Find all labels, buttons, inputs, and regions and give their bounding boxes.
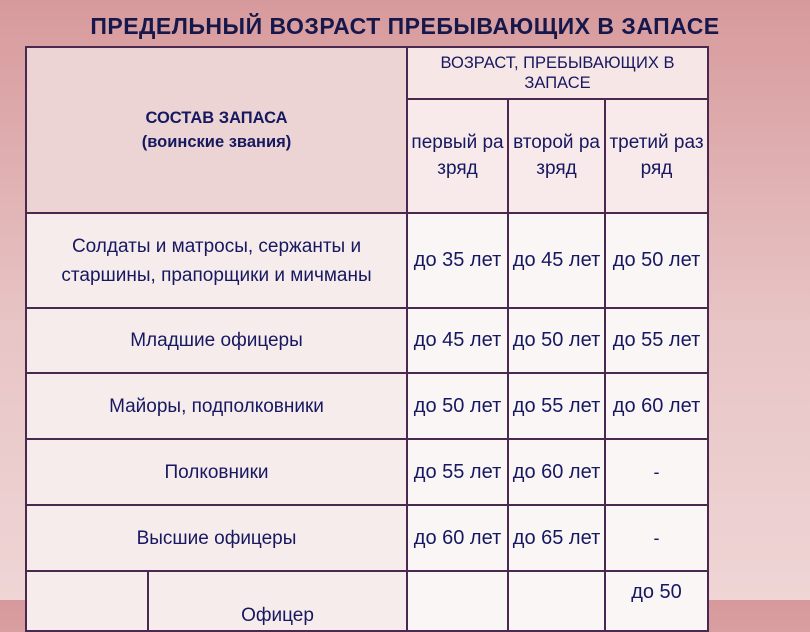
page-title: ПРЕДЕЛЬНЫЙ ВОЗРАСТ ПРЕБЫВАЮЩИХ В ЗАПАСЕ bbox=[90, 13, 720, 39]
value-cell: до 55 лет bbox=[605, 308, 708, 373]
table-row bbox=[26, 308, 708, 373]
header-category-second: второй разряд bbox=[508, 99, 605, 213]
rank-cell bbox=[148, 571, 407, 631]
value-cell: - bbox=[605, 505, 708, 571]
rank-fragment: Офицер bbox=[241, 605, 314, 626]
header-composition-subtitle: (воинские звания) bbox=[141, 133, 292, 151]
rank-cell: Солдаты и матросы, сержанты и старшины, прапорщики и мичманы bbox=[26, 213, 407, 308]
header-composition bbox=[26, 47, 407, 213]
value-cell: до 60 лет bbox=[605, 373, 708, 439]
value-cell: до 35 лет bbox=[407, 213, 508, 308]
rank-cell: Высшие офицеры bbox=[26, 505, 407, 571]
value-cell: до 45 лет bbox=[508, 213, 605, 308]
header-category-third: третий разряд bbox=[605, 99, 708, 213]
header-composition-title: СОСТАВ ЗАПАСА bbox=[145, 109, 288, 127]
table-row bbox=[26, 213, 708, 308]
value-cell: до 50 bbox=[605, 571, 708, 631]
value-cell: до 60 лет bbox=[407, 505, 508, 571]
value-cell bbox=[407, 571, 508, 631]
value-cell: до 55 лет bbox=[407, 439, 508, 505]
value-cell: - bbox=[605, 439, 708, 505]
table-row bbox=[26, 505, 708, 571]
table-row bbox=[26, 439, 708, 505]
value-cell: до 50 лет bbox=[605, 213, 708, 308]
value-cell: до 55 лет bbox=[508, 373, 605, 439]
rank-cell: Младшие офицеры bbox=[26, 308, 407, 373]
reserve-age-table bbox=[25, 46, 709, 632]
value-cell: до 45 лет bbox=[407, 308, 508, 373]
value-cell: до 50 лет bbox=[407, 373, 508, 439]
rank-cell: Полковники bbox=[26, 439, 407, 505]
value-cell: до 65 лет bbox=[508, 505, 605, 571]
value-cell: до 50 лет bbox=[508, 308, 605, 373]
table-row bbox=[26, 373, 708, 439]
rank-cell: Майоры, подполковники bbox=[26, 373, 407, 439]
value-cell bbox=[508, 571, 605, 631]
header-category-first: первый разряд bbox=[407, 99, 508, 213]
rank-group-cell bbox=[26, 571, 148, 631]
table-row-partial bbox=[26, 571, 708, 631]
value-cell: до 60 лет bbox=[508, 439, 605, 505]
header-age-group: ВОЗРАСТ, ПРЕБЫВАЮЩИХ В ЗАПАСЕ bbox=[407, 47, 708, 99]
